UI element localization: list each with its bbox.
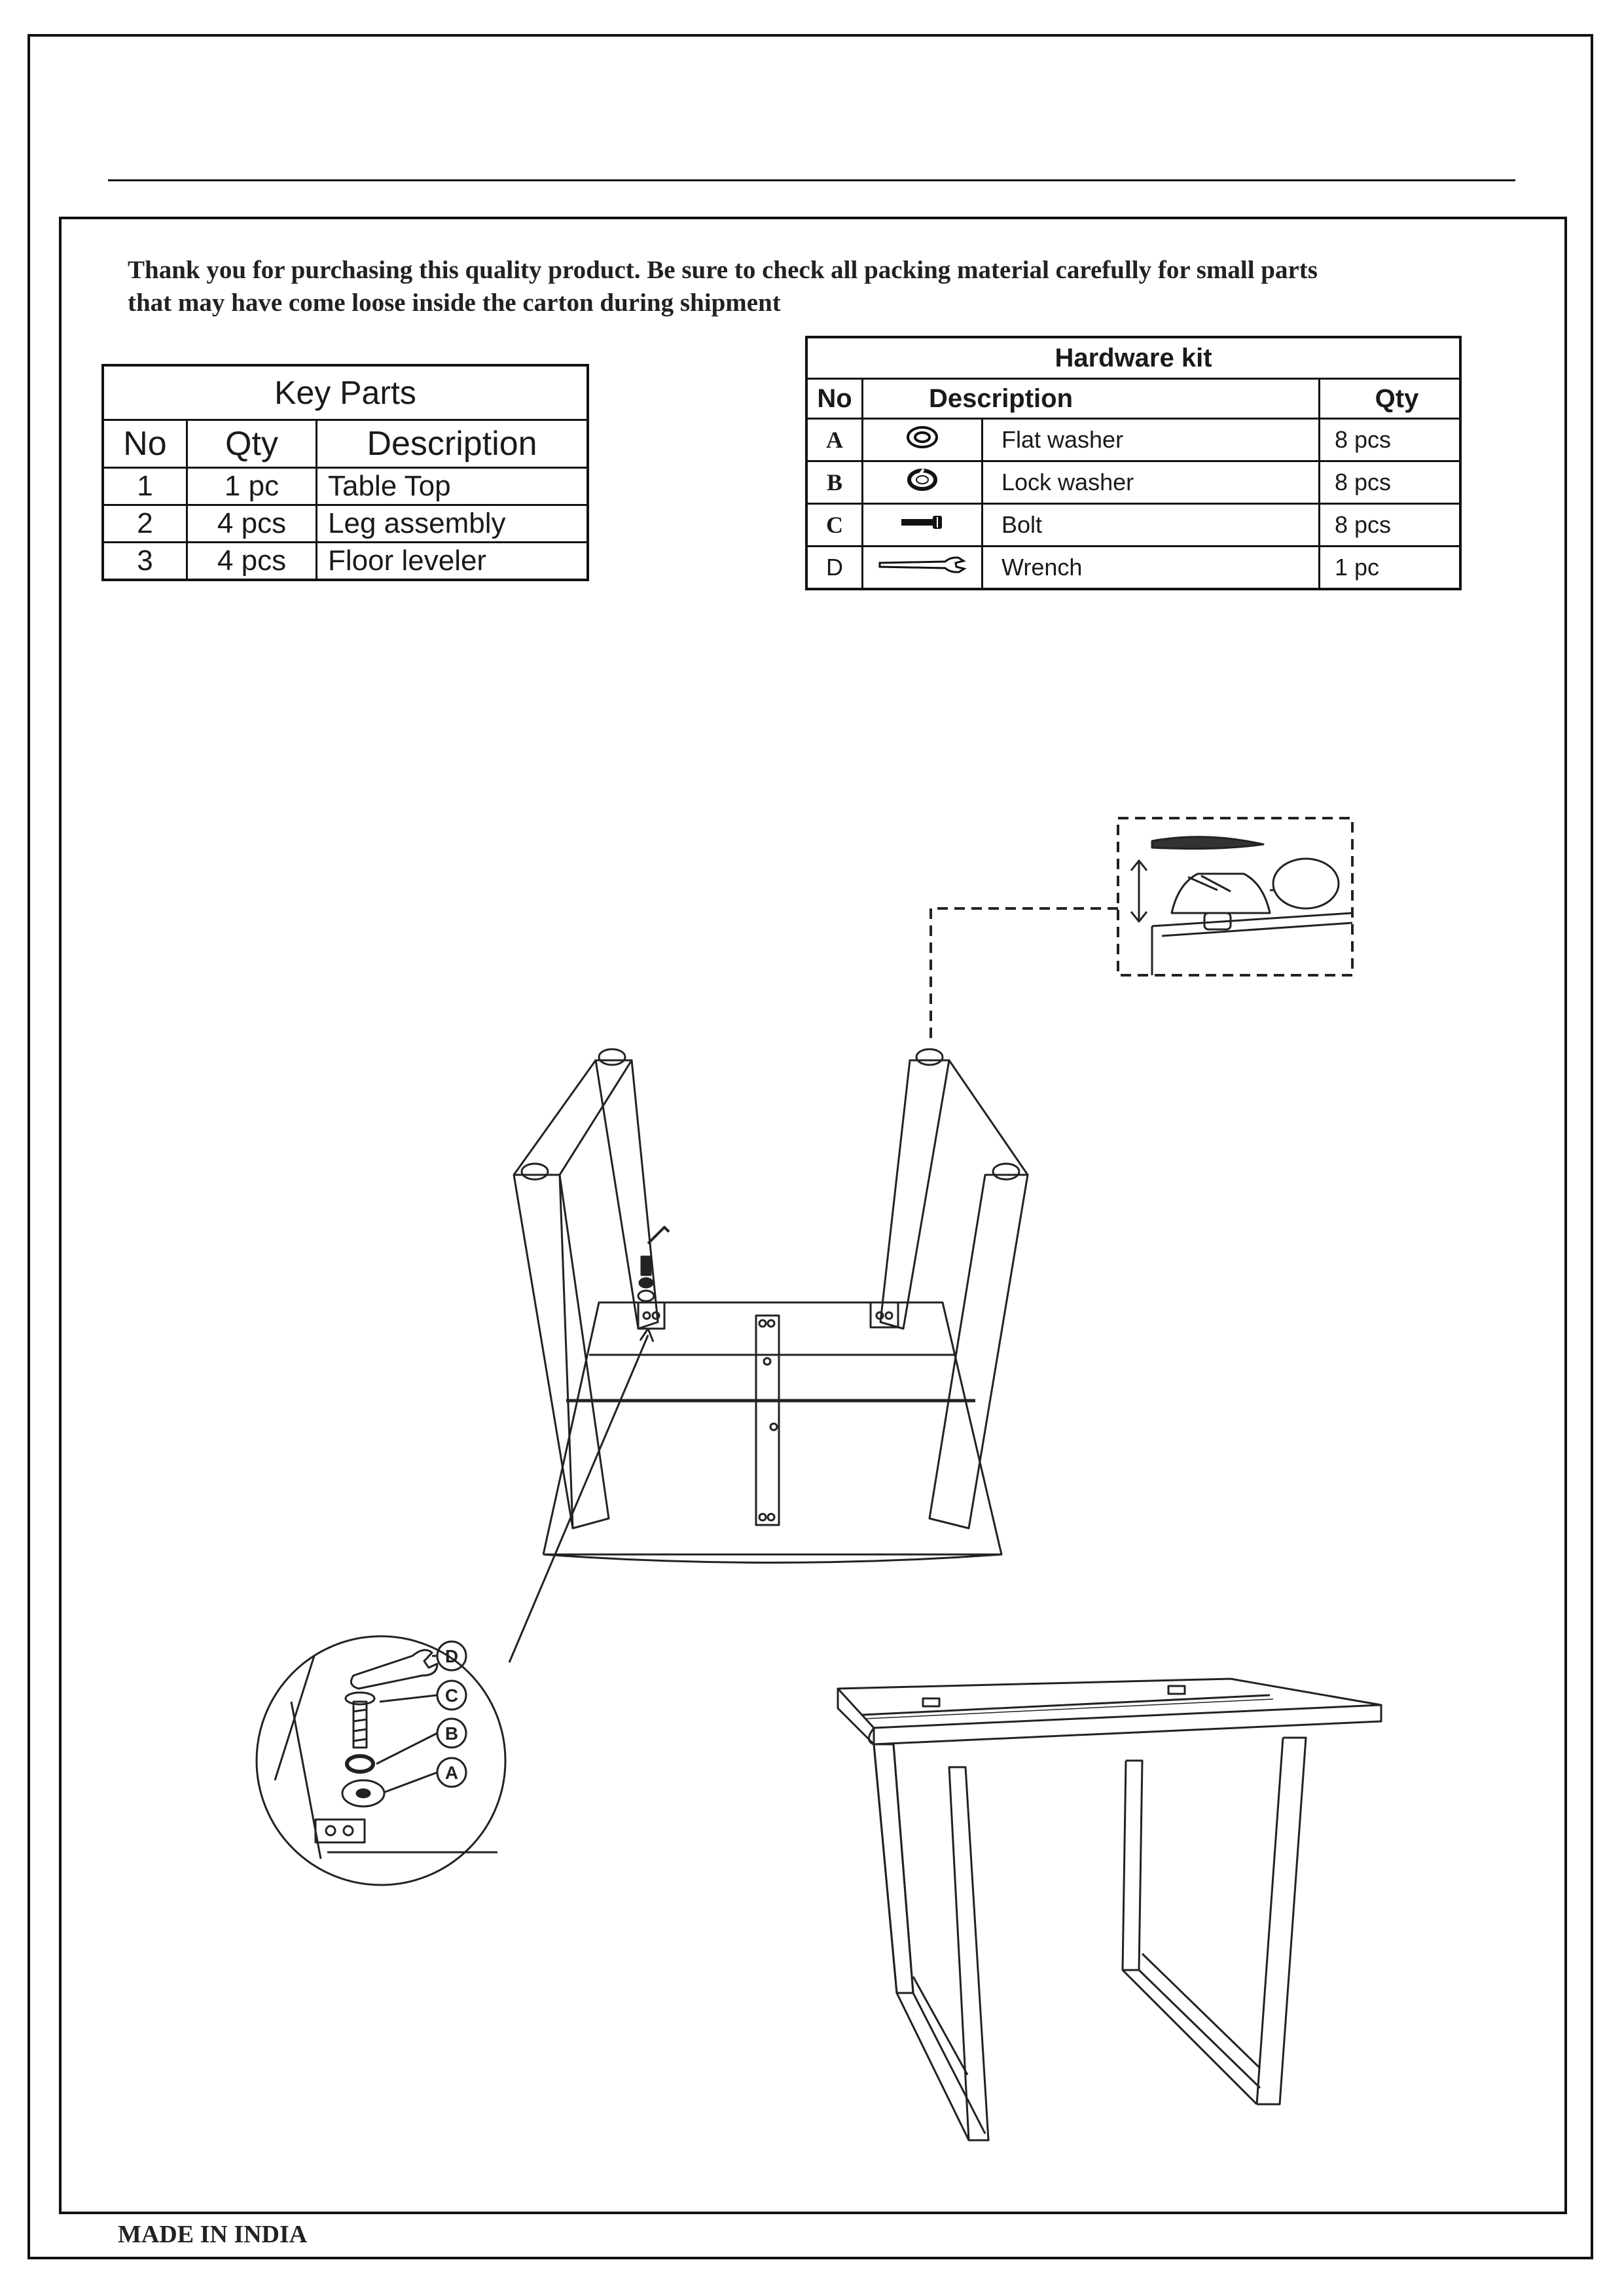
callout-label-b: B (444, 1723, 459, 1744)
key-parts-title: Key Parts (103, 365, 588, 420)
hardware-description: Bolt (983, 504, 1320, 547)
key-parts-description: Floor leveler (317, 543, 588, 581)
hardware-detail-circle (257, 1636, 505, 1885)
hardware-header-description: Description (863, 379, 1320, 419)
hardware-qty: 1 pc (1320, 547, 1461, 590)
key-parts-header-qty: Qty (187, 420, 317, 468)
key-parts-header-description: Description (317, 420, 588, 468)
hardware-no: C (806, 504, 863, 547)
hardware-kit-title: Hardware kit (806, 337, 1460, 379)
key-parts-no: 2 (103, 505, 187, 543)
hardware-qty: 8 pcs (1320, 419, 1461, 461)
hardware-no: D (806, 547, 863, 590)
callout-label-a: A (444, 1763, 459, 1783)
key-parts-header-no: No (103, 420, 187, 468)
floor-leveler-detail (931, 818, 1352, 1044)
intro-line-1: Thank you for purchasing this quality product. Be sure to check all packing material carefully for small parts (128, 256, 1318, 284)
key-parts-description: Leg assembly (317, 505, 588, 543)
callout-label-c: C (444, 1685, 459, 1706)
hardware-qty: 8 pcs (1320, 504, 1461, 547)
hardware-no: A (806, 419, 863, 461)
hardware-description: Flat washer (983, 419, 1320, 461)
made-in-label: MADE IN INDIA (118, 2221, 308, 2248)
hardware-qty: 8 pcs (1320, 461, 1461, 504)
hardware-no: B (806, 461, 863, 504)
key-parts-no: 1 (103, 468, 187, 505)
intro-line-2: that may have come loose inside the carton during shipment (128, 289, 781, 317)
hardware-description: Wrench (983, 547, 1320, 590)
key-parts-qty: 4 pcs (187, 543, 317, 581)
key-parts-no: 3 (103, 543, 187, 581)
key-parts-qty: 1 pc (187, 468, 317, 505)
hardware-header-qty: Qty (1320, 379, 1461, 419)
key-parts-description: Table Top (317, 468, 588, 505)
key-parts-qty: 4 pcs (187, 505, 317, 543)
upside-down-table-drawing (509, 1049, 1028, 1662)
callout-labels (445, 1646, 458, 1783)
hardware-description: Lock washer (983, 461, 1320, 504)
assembled-table-drawing (838, 1679, 1381, 2140)
callout-label-d: D (444, 1646, 459, 1666)
hardware-header-no: No (806, 379, 863, 419)
